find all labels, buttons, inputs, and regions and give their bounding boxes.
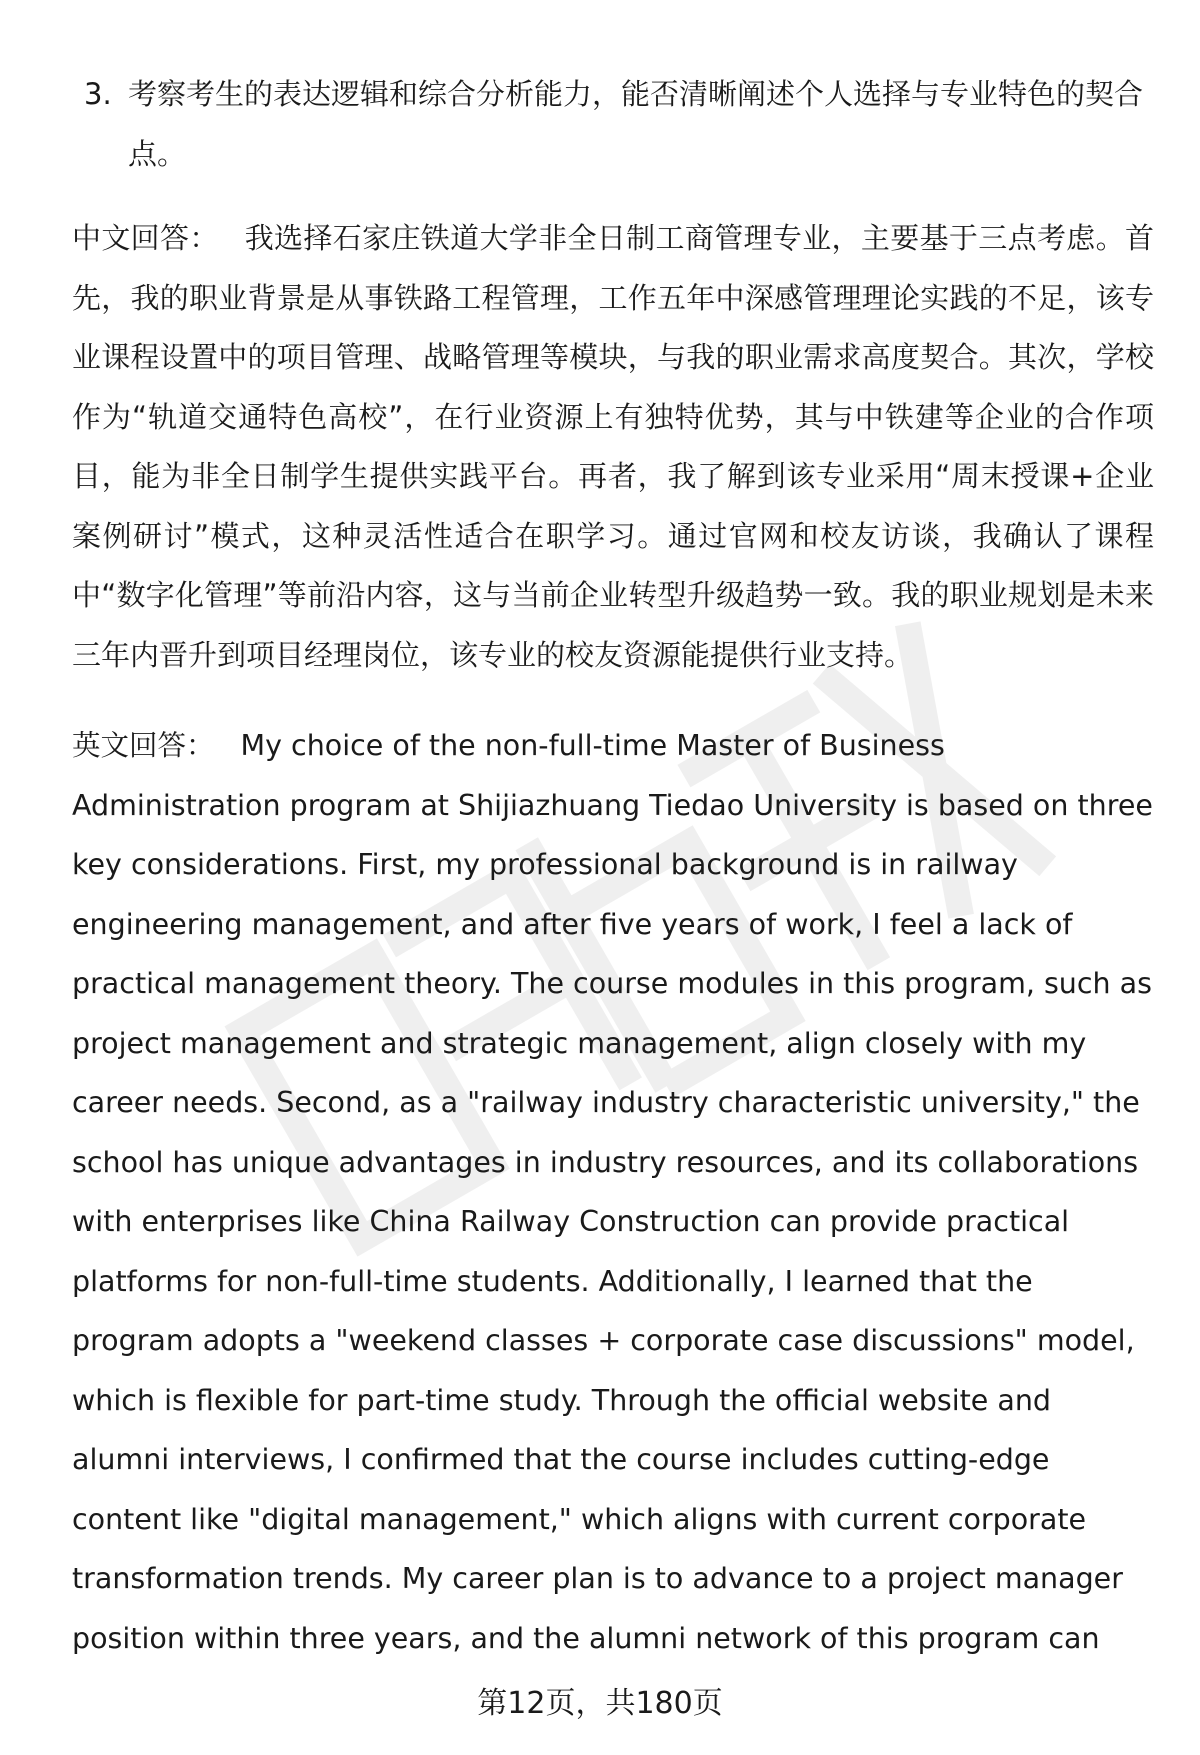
english-answer-paragraph: [72, 716, 1154, 1668]
list-item-3: [84, 64, 1144, 184]
chinese-answer-text: 我选择石家庄铁道大学非全日制工商管理专业，主要基于三点考虑。首先，我的职业背景是从事铁路工程管理，工作五年中深感管理理论实践的不足，该专业课程设置中的项目管理、战略管理等模块，与我的职业需求高度契合。其次，学校作为“轨道交通特色高校”，在行业资源上有独特优势，其与中铁建等企业的合作项目，能为非全日制学生提供实践平台。再者，我了解到该专业采用“周末授课+企业案例研讨”模式，这种灵活性适合在职学习。通过官网和校友访谈，我确认了课程中“数字化管理”等前沿内容，这与当前企业转型升级趋势一致。我的职业规划是未来三年内晋升到项目经理岗位，该专业的校友资源能提供行业支持。: [72, 221, 1154, 672]
page-number-footer: 第12页，共180页: [477, 1686, 723, 1721]
chinese-answer-label: 中文回答：: [72, 221, 219, 255]
english-answer-text: My choice of the non-full-time Master of Business Administration program at Shijiazhuang Tiedao University is based on three key considerations. First, my professional background is in railway engineering management, and after five years of work, I feel a lack of practical management theory. The course modules in this program, such as project management and strategic management, align closely with my career needs. Second, as a "railway industry characteristic university," the school has unique advantages in industry resources, and its collaborations with enterprises like China Railway Construction can provide practical platforms for non-full-time students. Additionally, I learned that the program adopts a "weekend classes + corporate case discussions" model, which is flexible for part-time study. Through the official website and alumni interviews, I confirmed that the course includes cutting-edge content like "digital management," which aligns with current corporate transformation trends. My career plan is to advance to a project manager position within three years, and the alumni network of this program can: [72, 729, 1153, 1655]
english-answer-label: 英文回答：: [72, 729, 215, 762]
chinese-answer-paragraph: [72, 209, 1154, 685]
list-item-text: 考察考生的表达逻辑和综合分析能力，能否清晰阐述个人选择与专业特色的契合点。: [128, 77, 1144, 171]
list-number: 3.: [84, 77, 112, 111]
